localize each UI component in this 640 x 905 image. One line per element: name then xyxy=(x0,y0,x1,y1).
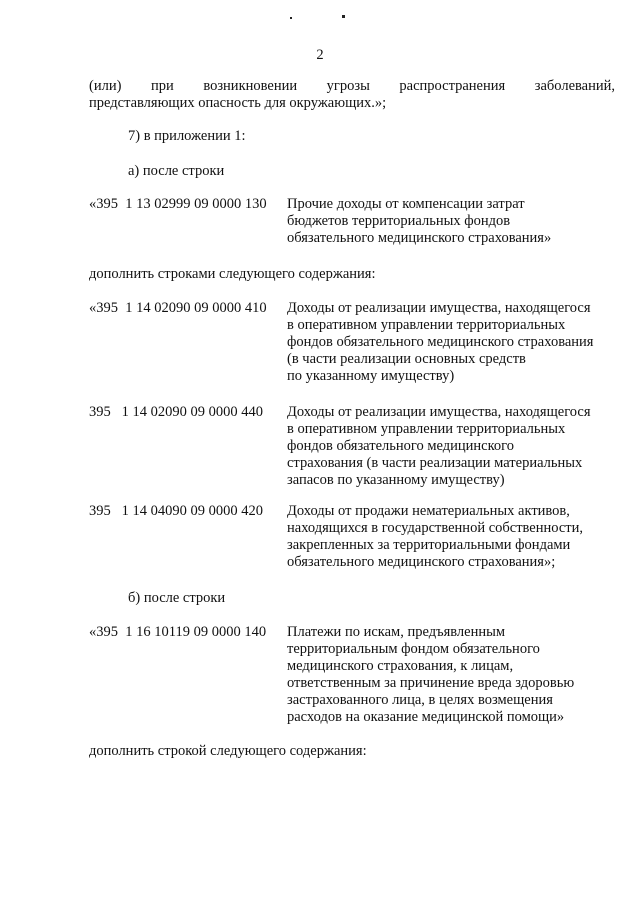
item-7-heading: 7) в приложении 1: xyxy=(128,128,246,144)
budget-code: «395 1 14 02090 09 0000 410 xyxy=(89,300,267,316)
budget-description xyxy=(287,196,622,247)
budget-code: 395 1 14 04090 09 0000 420 xyxy=(89,503,263,519)
budget-description xyxy=(287,300,622,385)
subitem-a: а) после строки xyxy=(128,163,225,179)
description-line: страхования (в части реализации материальных xyxy=(287,455,583,471)
description-line: закрепленных за территориальными фондами xyxy=(287,537,571,553)
description-line: (в части реализации основных средств xyxy=(287,351,526,367)
intro-line-1: (или) при возникновении угрозы распространения заболеваний, xyxy=(89,78,615,94)
description-line: в оперативном управлении территориальных xyxy=(287,317,566,333)
subitem-b: б) после строки xyxy=(128,590,226,606)
add-rows-text: дополнить строками следующего содержания: xyxy=(89,266,376,282)
intro-line-2: представляющих опасность для окружающих.»; xyxy=(89,95,387,111)
description-line: фондов обязательного медицинского страхования xyxy=(287,334,594,350)
description-line: по указанному имуществу) xyxy=(287,368,455,384)
budget-code: 395 1 14 02090 09 0000 440 xyxy=(89,404,263,420)
description-line: медицинского страхования, к лицам, xyxy=(287,658,514,674)
description-line: запасов по указанному имуществу) xyxy=(287,472,505,488)
scan-speck xyxy=(342,15,345,18)
description-line: бюджетов территориальных фондов xyxy=(287,213,511,229)
description-line: обязательного медицинского страхования» xyxy=(287,230,552,246)
budget-description xyxy=(287,624,622,726)
description-line: ответственным за причинение вреда здоровью xyxy=(287,675,575,691)
description-line: Прочие доходы от компенсации затрат xyxy=(287,196,525,212)
scan-speck xyxy=(290,17,292,19)
description-line: территориальным фондом обязательного xyxy=(287,641,540,657)
description-line: Доходы от продажи нематериальных активов, xyxy=(287,503,570,519)
description-line: Доходы от реализации имущества, находящегося xyxy=(287,404,591,420)
description-line: в оперативном управлении территориальных xyxy=(287,421,566,437)
description-line: находящихся в государственной собственности, xyxy=(287,520,584,536)
description-line: Доходы от реализации имущества, находящегося xyxy=(287,300,591,316)
budget-code: «395 1 16 10119 09 0000 140 xyxy=(89,624,267,640)
description-line: расходов на оказание медицинской помощи» xyxy=(287,709,565,725)
description-line: застрахованного лица, в целях возмещения xyxy=(287,692,553,708)
budget-description xyxy=(287,503,622,571)
description-line: Платежи по искам, предъявленным xyxy=(287,624,506,640)
description-line: фондов обязательного медицинского xyxy=(287,438,514,454)
page-number: 2 xyxy=(316,47,324,63)
add-row-text: дополнить строкой следующего содержания: xyxy=(89,743,367,759)
budget-description xyxy=(287,404,622,489)
description-line: обязательного медицинского страхования»; xyxy=(287,554,556,570)
budget-code: «395 1 13 02999 09 0000 130 xyxy=(89,196,267,212)
